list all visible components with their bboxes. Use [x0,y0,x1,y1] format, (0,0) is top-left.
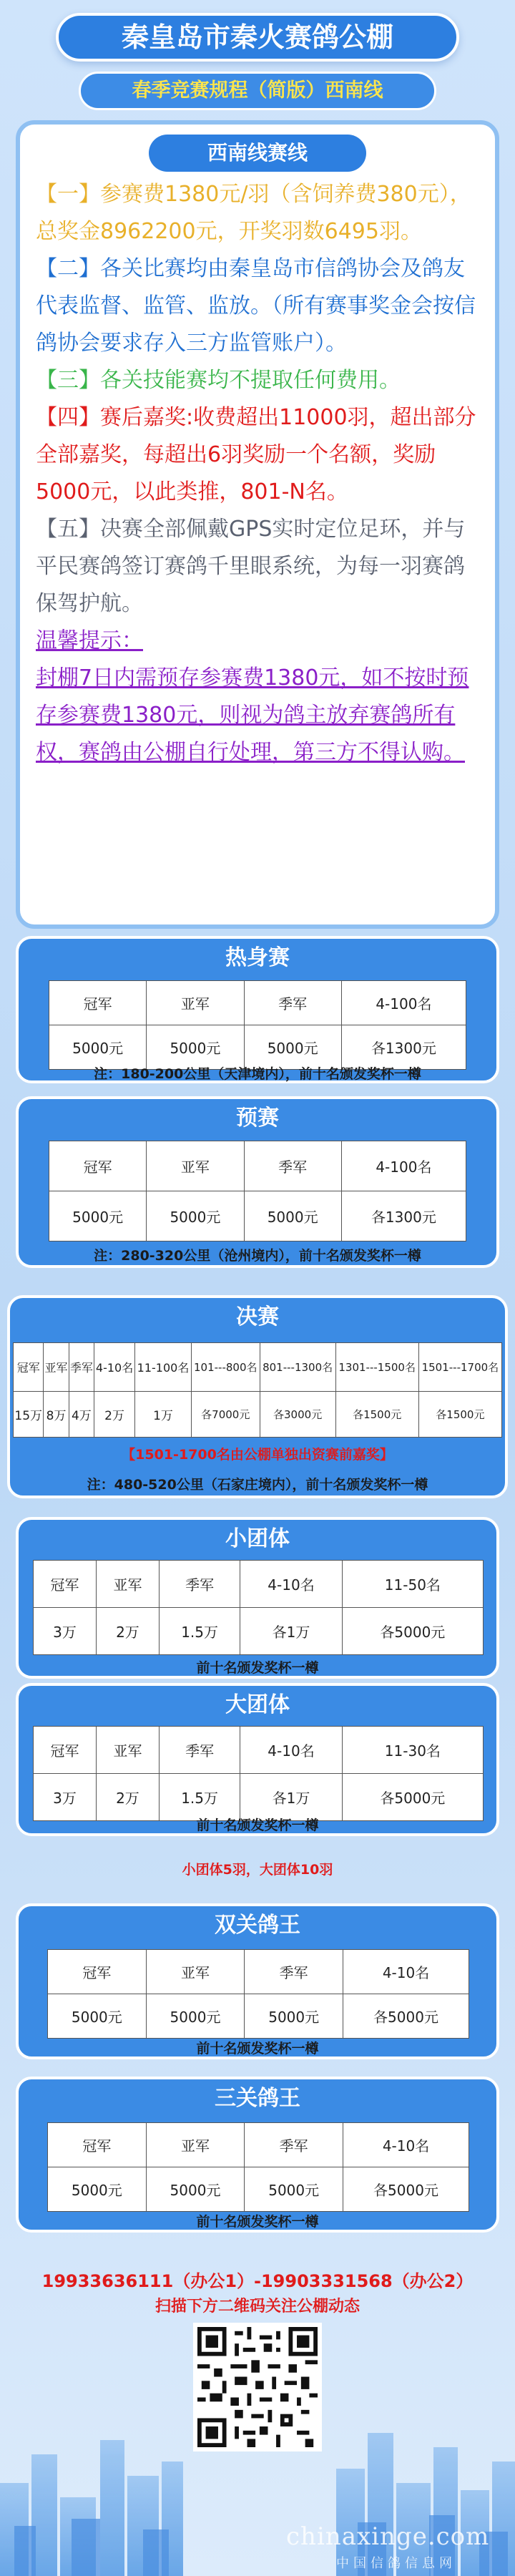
table-cell: 各1300元 [341,1025,466,1070]
rule-3: 【三】各关技能赛均不提取任何费用。 [36,368,401,393]
table-cell: 各5000元 [343,1994,469,2039]
prelim-section [16,1096,499,1268]
table-cell: 各3000元 [260,1392,335,1438]
table-header: 4-100名 [341,981,466,1025]
table-header: 4-10名 [343,1950,469,1994]
double-king-note: 前十名颁发奖杯一樽 [196,2041,319,2057]
table-cell: 5000元 [244,1025,341,1070]
warmup-note: 注：180-200公里（天津境内），前十名颁发奖杯一樽 [94,1066,421,1082]
small-team-note: 前十名颁发奖杯一樽 [196,1660,319,1676]
table-header: 11-100名 [135,1343,192,1392]
triple-king-section [16,2077,499,2233]
table-cell: 1万 [135,1392,192,1438]
tip-title: 温馨提示： [36,628,143,653]
table-header: 冠军 [48,2123,147,2167]
table-cell: 5000元 [48,1994,147,2039]
table-cell: 8万 [44,1392,69,1438]
rule-5: 【五】决赛全部佩戴GPS实时定位足环，并与平民赛鸽签订赛鸽千里眼系统，为每一羽赛鸽保驾护航。 [36,517,466,616]
double-king-title: 双关鸽王 [215,1913,300,1938]
warmup-table [49,980,466,1070]
team-size-note: 小团体5羽，大团体10羽 [182,1862,333,1878]
table-cell: 1.5万 [159,1608,240,1655]
watermark-name: 中国信鸽信息网 [336,2556,456,2571]
table-cell: 2万 [96,1774,159,1821]
rules-heading: 西南线赛线 [149,135,366,172]
table-header: 亚军 [146,2123,245,2167]
final-red-note: 【1501-1700名由公棚单独出资赛前嘉奖】 [122,1447,393,1463]
rule-4: 【四】赛后嘉奖:收费超出11000羽，超出部分全部嘉奖，每超出6羽奖励一个名额，奖励5000元，以此类推，801-N名。 [36,405,476,504]
qr-code-image[interactable] [193,2323,322,2451]
table-header: 冠军 [49,1141,147,1191]
table-cell: 各1500元 [335,1392,418,1438]
table-cell: 2万 [94,1392,135,1438]
table-cell: 15万 [14,1392,44,1438]
table-header: 季军 [244,1141,341,1191]
table-cell: 各1500元 [418,1392,501,1438]
table-header: 亚军 [147,1141,244,1191]
table-header: 季军 [245,2123,343,2167]
big-team-table [33,1726,484,1821]
table-cell: 5000元 [147,1191,244,1241]
table-header: 亚军 [96,1561,159,1608]
table-cell: 2万 [96,1608,159,1655]
table-cell: 3万 [34,1608,97,1655]
warmup-title: 热身赛 [225,945,290,970]
table-cell: 各1万 [240,1774,342,1821]
table-header: 冠军 [48,1950,147,1994]
table-cell: 各1万 [240,1608,342,1655]
table-cell: 各5000元 [342,1608,483,1655]
tip-text: 封棚7日内需预存参赛费1380元，如不按时预存参赛费1380元，则视为鸽主放弃赛鸽所有权，赛鸽由公棚自行处理，第三方不得认购。 [36,665,469,765]
table-header: 冠军 [34,1561,97,1608]
table-header: 4-100名 [341,1141,466,1191]
table-cell: 1.5万 [159,1774,240,1821]
small-team-table [33,1560,484,1655]
table-header: 季军 [245,1950,343,1994]
table-header: 11-30名 [342,1727,483,1774]
big-team-title: 大团体 [225,1692,290,1717]
table-cell: 5000元 [48,2167,147,2212]
final-section [7,1295,508,1498]
contact-phones: 19933636111（办公1）-19903331568（办公2） [41,2271,474,2291]
watermark-domain: chinaxinge.com [286,2522,490,2551]
table-header: 101---800名 [191,1343,260,1392]
table-cell: 3万 [34,1774,97,1821]
table-header: 季军 [159,1727,240,1774]
table-cell: 各5000元 [343,2167,469,2212]
table-header: 1301---1500名 [335,1343,418,1392]
small-team-title: 小团体 [225,1526,290,1551]
page-subtitle: 春季竞赛规程（简版）西南线 [79,72,436,110]
rule-2: 【二】各关比赛均由秦皇岛市信鸽协会及鸽友代表监督、监管、监放。（所有赛事奖金会按信鸽协会要求存入三方监管账户）。 [36,256,476,356]
prelim-title: 预赛 [236,1106,279,1131]
table-cell: 各5000元 [342,1774,483,1821]
table-header: 11-50名 [342,1561,483,1608]
table-header: 亚军 [147,981,244,1025]
table-cell: 5000元 [244,1191,341,1241]
final-note: 注：480-520公里（石家庄境内），前十名颁发奖杯一樽 [87,1477,428,1493]
page-title: 秦皇岛市秦火赛鸽公棚 [56,13,459,62]
big-team-note: 前十名颁发奖杯一樽 [196,1818,319,1833]
final-table [13,1342,502,1438]
table-cell: 各1300元 [341,1191,466,1241]
rules-body [36,176,484,771]
table-cell: 5000元 [147,1025,244,1070]
double-king-table [47,1949,469,2039]
table-cell: 5000元 [245,1994,343,2039]
table-header: 季军 [244,981,341,1025]
table-header: 亚军 [146,1950,245,1994]
table-header: 亚军 [44,1343,69,1392]
table-header: 4-10名 [94,1343,135,1392]
qr-hint: 扫描下方二维码关注公棚动态 [154,2298,360,2316]
table-header: 4-10名 [343,2123,469,2167]
table-cell: 4万 [69,1392,94,1438]
table-header: 冠军 [14,1343,44,1392]
small-team-section [16,1517,499,1679]
triple-king-note: 前十名颁发奖杯一樽 [196,2214,319,2230]
table-header: 801---1300名 [260,1343,335,1392]
rules-card [16,120,499,929]
table-cell: 5000元 [49,1191,147,1241]
table-cell: 各7000元 [191,1392,260,1438]
table-header: 季军 [69,1343,94,1392]
table-header: 季军 [159,1561,240,1608]
triple-king-title: 三关鸽王 [215,2086,300,2111]
triple-king-table [47,2122,469,2212]
double-king-section [16,1903,499,2059]
table-header: 4-10名 [240,1561,342,1608]
prelim-note: 注：280-320公里（沧州境内），前十名颁发奖杯一樽 [94,1248,421,1264]
table-cell: 5000元 [49,1025,147,1070]
prelim-table [49,1141,466,1241]
table-header: 4-10名 [240,1727,342,1774]
table-cell: 5000元 [245,2167,343,2212]
big-team-section [16,1683,499,1836]
warmup-section [16,936,499,1083]
table-cell: 5000元 [146,1994,245,2039]
table-header: 冠军 [49,981,147,1025]
table-cell: 5000元 [146,2167,245,2212]
final-title: 决赛 [236,1304,279,1330]
rule-1: 【一】参赛费1380元/羽（含饲养费380元），总奖金8962200元，开奖羽数6495羽。 [36,182,471,244]
table-header: 亚军 [96,1727,159,1774]
table-header: 冠军 [34,1727,97,1774]
table-header: 1501---1700名 [418,1343,501,1392]
